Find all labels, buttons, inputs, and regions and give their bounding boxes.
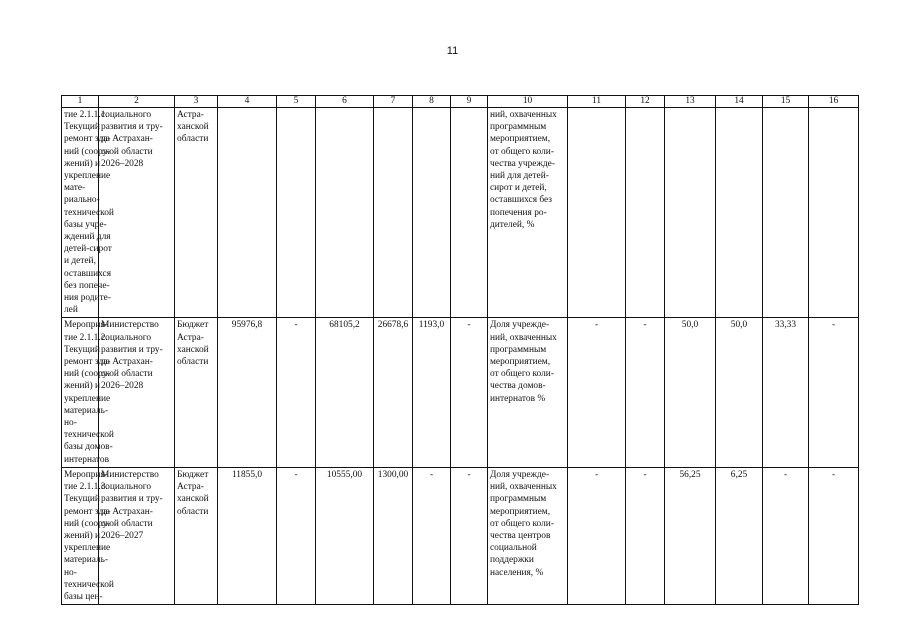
table-cell-col-8 [413, 108, 451, 318]
cell-line: Текущий [64, 122, 100, 133]
cell-line: мероприятием, [490, 134, 551, 145]
cell-line: ний, охваченных [490, 482, 557, 493]
cell-line: Текущий [64, 494, 100, 505]
cell-line: Министерство [101, 469, 159, 480]
table-cell-col-13: 50,0 [665, 318, 716, 467]
cell-line: да Астрахан- [101, 506, 153, 517]
cell-line: да Астрахан- [101, 357, 153, 368]
column-header: 12 [626, 96, 665, 108]
table-cell-col-3 [175, 318, 218, 467]
table-cell-col-14 [716, 108, 763, 318]
table-cell-col-6: 68105,2 [316, 318, 374, 467]
table-cell-col-10 [488, 318, 568, 467]
cell-line: программным [490, 122, 547, 133]
column-header: 7 [374, 96, 413, 108]
table-cell-col-1 [62, 108, 114, 318]
cell-line: жений) и [64, 530, 101, 541]
cell-line: развития и тру- [101, 344, 163, 355]
cell-line: ний (соору- [64, 518, 111, 529]
cell-line: от общего коли- [490, 518, 554, 529]
cell-line: риально- [64, 195, 100, 206]
cell-line: ний, охваченных [490, 332, 557, 343]
program-table [61, 95, 859, 605]
cell-line: тие 2.1.1.3. [64, 482, 108, 493]
cell-line: детей-сирот [64, 244, 112, 255]
table-cell-col-3 [175, 108, 218, 318]
cell-line: укрепление [64, 171, 111, 182]
cell-line: материаль- [64, 405, 109, 416]
cell-line: укрепление [64, 393, 111, 404]
cell-line: сирот и детей, [490, 183, 547, 194]
cell-line: социального [101, 482, 152, 493]
cell-line: чества домов- [490, 381, 546, 392]
table-cell-col-15 [763, 108, 809, 318]
table-cell-col-13 [665, 108, 716, 318]
cell-line: ний (соору- [64, 146, 111, 157]
cell-line: от общего коли- [490, 146, 554, 157]
table-cell-col-16 [809, 108, 859, 318]
table-row [62, 318, 859, 467]
cell-line: Доля учрежде- [490, 469, 550, 480]
column-header: 16 [809, 96, 859, 108]
cell-line: чества учрежде- [490, 158, 555, 169]
table-cell-col-9: - [451, 318, 488, 467]
cell-line: технической [64, 207, 114, 218]
cell-line: ханской [177, 344, 209, 355]
table-row [62, 467, 859, 604]
cell-line: Астра- [177, 110, 204, 120]
cell-line: ния родите- [64, 293, 111, 304]
column-header: 1 [62, 96, 99, 108]
cell-line: оставшихся [64, 268, 112, 279]
table-cell-col-11: - [568, 318, 626, 467]
cell-line: ремонт зда- [64, 506, 111, 517]
cell-line: мероприятием, [490, 506, 551, 517]
cell-line: Министерство [101, 320, 159, 331]
table-cell-col-11: - [568, 467, 626, 604]
cell-line: технической [64, 430, 114, 441]
table-cell-col-8: - [413, 467, 451, 604]
table-cell-col-11 [568, 108, 626, 318]
cell-line: области [177, 357, 209, 368]
cell-line: ждений для [64, 232, 111, 243]
cell-line: развития и тру- [101, 122, 163, 133]
cell-line: социального [101, 332, 152, 343]
cell-line: тие 2.1.1.2. [64, 332, 108, 343]
cell-line: социального [101, 110, 152, 120]
cell-line: ремонт зда- [64, 357, 111, 368]
cell-line: 2026–2028 [101, 381, 144, 392]
cell-line: ской области [101, 518, 153, 529]
cell-line: ний (соору- [64, 369, 111, 380]
cell-line: ний, охваченных [490, 110, 557, 120]
table-cell-col-7: 1300,00 [374, 467, 413, 604]
table-cell-col-9 [451, 108, 488, 318]
cell-line: Текущий [64, 344, 100, 355]
cell-line: Доля учрежде- [490, 320, 550, 331]
table-cell-col-8: 1193,0 [413, 318, 451, 467]
column-header: 6 [316, 96, 374, 108]
cell-line: попечения ро- [490, 207, 547, 218]
table-cell-col-15: 33,33 [763, 318, 809, 467]
cell-line: ской области [101, 146, 153, 157]
cell-line: интернатов % [490, 393, 546, 404]
table-cell-col-7 [374, 108, 413, 318]
cell-line: жений) и [64, 381, 101, 392]
cell-line: Астра- [177, 482, 204, 493]
column-header: 4 [218, 96, 277, 108]
cell-line: Астра- [177, 332, 204, 343]
cell-line: 2026–2027 [101, 530, 144, 541]
cell-line: от общего коли- [490, 369, 554, 380]
cell-line: мате- [64, 183, 86, 194]
cell-line: Бюджет [177, 469, 209, 480]
table-cell-col-4 [218, 108, 277, 318]
column-header: 10 [488, 96, 568, 108]
column-header: 2 [99, 96, 175, 108]
table-cell-col-4: 11855,0 [218, 467, 277, 604]
table-cell-col-13: 56,25 [665, 467, 716, 604]
cell-line: тие 2.1.1.1. [64, 110, 108, 120]
cell-line: развития и тру- [101, 494, 163, 505]
table-cell-col-3 [175, 467, 218, 604]
column-number-row [62, 96, 859, 108]
table-cell-col-1 [62, 318, 114, 467]
cell-line: ремонт зда- [64, 134, 111, 145]
column-header: 14 [716, 96, 763, 108]
table-cell-col-6: 10555,00 [316, 467, 374, 604]
cell-line: интернатов [64, 454, 110, 465]
page-number: 11 [446, 45, 459, 57]
cell-line: жений) и [64, 158, 101, 169]
cell-line: материаль- [64, 555, 109, 566]
column-header: 13 [665, 96, 716, 108]
cell-line: технической [64, 579, 114, 590]
table-cell-col-5: - [277, 318, 316, 467]
table-cell-col-10 [488, 467, 568, 604]
table-cell-col-14: 6,25 [716, 467, 763, 604]
cell-line: области [177, 506, 209, 517]
cell-line: населения, % [490, 567, 544, 578]
column-header: 15 [763, 96, 809, 108]
column-header: 9 [451, 96, 488, 108]
cell-line: без попече- [64, 280, 110, 291]
table-cell-col-10 [488, 108, 568, 318]
cell-line: социальной [490, 543, 537, 554]
cell-line: базы цен- [64, 591, 103, 602]
cell-line: но- [64, 567, 77, 578]
cell-line: базы учре- [64, 219, 107, 230]
cell-line: и детей, [64, 256, 96, 267]
cell-line: программным [490, 344, 547, 355]
table-cell-col-15: - [763, 467, 809, 604]
cell-line: оставшихся без [490, 195, 552, 206]
table-cell-col-12 [626, 108, 665, 318]
cell-line: 2026–2028 [101, 158, 144, 169]
cell-line: чества центров [490, 530, 551, 541]
cell-line: поддержки [490, 555, 534, 566]
table-cell-col-7: 26678,6 [374, 318, 413, 467]
column-header: 3 [175, 96, 218, 108]
cell-line: дителей, % [490, 219, 535, 230]
table-row [62, 108, 859, 318]
table-cell-col-5: - [277, 467, 316, 604]
table-cell-col-14: 50,0 [716, 318, 763, 467]
cell-line: области [177, 134, 209, 145]
cell-line: укрепление [64, 543, 111, 554]
table-cell-col-16: - [809, 318, 859, 467]
cell-line: ханской [177, 122, 209, 133]
cell-line: да Астрахан- [101, 134, 153, 145]
cell-line: лей [64, 305, 78, 316]
table-cell-col-4: 95976,8 [218, 318, 277, 467]
cell-line: Мероприя- [64, 320, 108, 331]
cell-line: Бюджет [177, 320, 209, 331]
cell-line: ний для детей- [490, 171, 549, 182]
column-header: 5 [277, 96, 316, 108]
table-cell-col-12: - [626, 318, 665, 467]
table-cell-col-6 [316, 108, 374, 318]
cell-line: ханской [177, 494, 209, 505]
table-cell-col-12: - [626, 467, 665, 604]
table-cell-col-1 [62, 467, 114, 604]
cell-line: программным [490, 494, 547, 505]
table-cell-col-9: - [451, 467, 488, 604]
table-cell-col-5 [277, 108, 316, 318]
cell-line: Мероприя- [64, 469, 108, 480]
cell-line: ской области [101, 369, 153, 380]
cell-line: но- [64, 418, 77, 429]
table-cell-col-16: - [809, 467, 859, 604]
cell-line: базы домов- [64, 442, 113, 453]
column-header: 11 [568, 96, 626, 108]
cell-line: мероприятием, [490, 357, 551, 368]
column-header: 8 [413, 96, 451, 108]
